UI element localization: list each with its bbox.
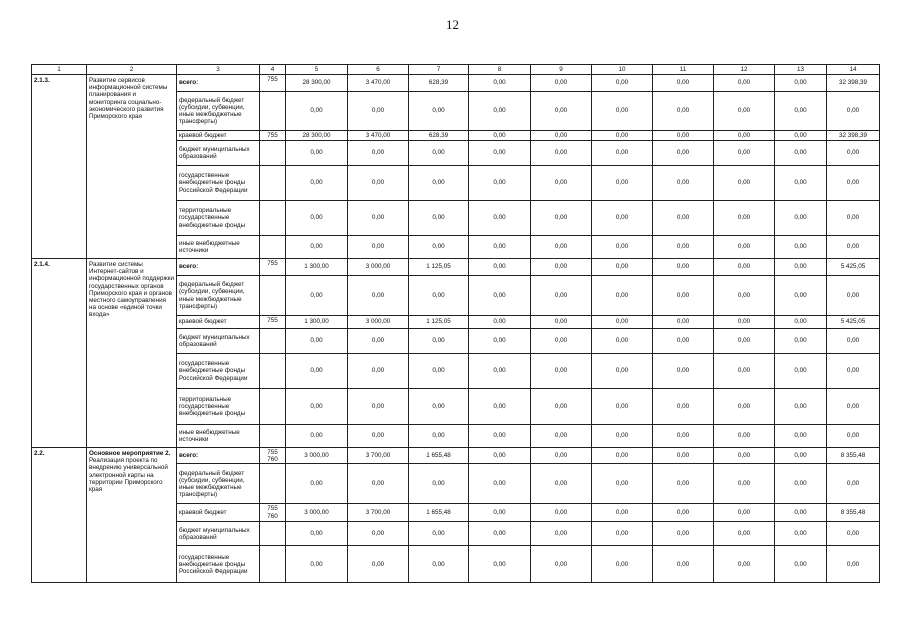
amount-cell: 0,00 bbox=[592, 141, 653, 166]
amount-cell: 0,00 bbox=[714, 141, 775, 166]
amount-cell: 0,00 bbox=[827, 141, 880, 166]
amount-cell: 0,00 bbox=[531, 389, 592, 425]
amount-cell: 0,00 bbox=[592, 425, 653, 448]
amount-cell: 0,00 bbox=[714, 92, 775, 131]
page-number: 12 bbox=[446, 17, 459, 32]
amount-cell: 0,00 bbox=[286, 201, 348, 236]
budget-code bbox=[260, 464, 286, 504]
amount-cell: 0,00 bbox=[531, 276, 592, 316]
amount-cell: 0,00 bbox=[409, 425, 469, 448]
amount-cell: 0,00 bbox=[286, 92, 348, 131]
amount-cell: 0,00 bbox=[531, 504, 592, 522]
amount-cell: 0,00 bbox=[348, 276, 409, 316]
amount-cell: 0,00 bbox=[653, 504, 714, 522]
amount-cell: 0,00 bbox=[409, 546, 469, 583]
amount-cell: 0,00 bbox=[827, 354, 880, 389]
amount-cell: 0,00 bbox=[469, 75, 531, 92]
amount-cell: 0,00 bbox=[469, 389, 531, 425]
amount-cell: 0,00 bbox=[469, 522, 531, 546]
amount-cell: 0,00 bbox=[348, 389, 409, 425]
amount-cell: 0,00 bbox=[653, 92, 714, 131]
amount-cell: 0,00 bbox=[286, 354, 348, 389]
amount-cell: 0,00 bbox=[409, 354, 469, 389]
amount-cell: 0,00 bbox=[653, 354, 714, 389]
amount-cell: 0,00 bbox=[775, 276, 827, 316]
amount-cell: 0,00 bbox=[653, 201, 714, 236]
amount-cell: 0,00 bbox=[409, 141, 469, 166]
amount-cell: 0,00 bbox=[775, 329, 827, 354]
amount-cell: 0,00 bbox=[775, 389, 827, 425]
amount-cell: 0,00 bbox=[348, 141, 409, 166]
column-header: 1 bbox=[32, 65, 87, 75]
amount-cell: 0,00 bbox=[653, 141, 714, 166]
amount-cell: 0,00 bbox=[592, 354, 653, 389]
amount-cell: 0,00 bbox=[592, 316, 653, 329]
amount-cell: 0,00 bbox=[775, 464, 827, 504]
amount-cell: 0,00 bbox=[409, 522, 469, 546]
amount-cell: 0,00 bbox=[531, 425, 592, 448]
amount-cell: 0,00 bbox=[653, 329, 714, 354]
budget-code bbox=[260, 276, 286, 316]
amount-cell: 0,00 bbox=[348, 236, 409, 259]
budget-code: 755 bbox=[260, 316, 286, 329]
funding-source: территориальные государственные внебюджетные фонды bbox=[177, 389, 260, 425]
amount-cell: 0,00 bbox=[775, 131, 827, 141]
amount-cell: 0,00 bbox=[775, 92, 827, 131]
amount-cell: 0,00 bbox=[286, 236, 348, 259]
amount-cell: 8 355,48 bbox=[827, 448, 880, 464]
budget-code bbox=[260, 354, 286, 389]
budget-code: 755 760 bbox=[260, 448, 286, 464]
budget-code: 755 bbox=[260, 75, 286, 92]
amount-cell: 0,00 bbox=[469, 316, 531, 329]
budget-code: 755 bbox=[260, 259, 286, 276]
column-header: 2 bbox=[87, 65, 177, 75]
amount-cell: 0,00 bbox=[592, 389, 653, 425]
amount-cell: 0,00 bbox=[286, 546, 348, 583]
amount-cell: 0,00 bbox=[348, 546, 409, 583]
amount-cell: 3 700,00 bbox=[348, 504, 409, 522]
amount-cell: 0,00 bbox=[348, 92, 409, 131]
amount-cell: 0,00 bbox=[592, 522, 653, 546]
amount-cell: 3 470,00 bbox=[348, 75, 409, 92]
amount-cell: 8 355,48 bbox=[827, 504, 880, 522]
amount-cell: 0,00 bbox=[592, 131, 653, 141]
amount-cell: 0,00 bbox=[348, 329, 409, 354]
funding-source: краевой бюджет bbox=[177, 131, 260, 141]
column-header: 8 bbox=[469, 65, 531, 75]
column-header: 4 bbox=[260, 65, 286, 75]
amount-cell: 0,00 bbox=[531, 92, 592, 131]
amount-cell: 0,00 bbox=[348, 464, 409, 504]
amount-cell: 0,00 bbox=[653, 546, 714, 583]
amount-cell: 0,00 bbox=[286, 276, 348, 316]
amount-cell: 0,00 bbox=[348, 522, 409, 546]
amount-cell: 0,00 bbox=[653, 131, 714, 141]
column-header: 5 bbox=[286, 65, 348, 75]
amount-cell: 0,00 bbox=[531, 236, 592, 259]
amount-cell: 0,00 bbox=[714, 166, 775, 201]
amount-cell: 0,00 bbox=[469, 546, 531, 583]
funding-source: иные внебюджетные источники bbox=[177, 425, 260, 448]
amount-cell: 5 425,05 bbox=[827, 316, 880, 329]
amount-cell: 0,00 bbox=[469, 236, 531, 259]
amount-cell: 0,00 bbox=[653, 389, 714, 425]
amount-cell: 0,00 bbox=[714, 236, 775, 259]
amount-cell: 0,00 bbox=[592, 201, 653, 236]
amount-cell: 28 300,00 bbox=[286, 75, 348, 92]
amount-cell: 0,00 bbox=[348, 425, 409, 448]
funding-source: государственные внебюджетные фонды Российской Федерации bbox=[177, 354, 260, 389]
amount-cell: 0,00 bbox=[348, 166, 409, 201]
amount-cell: 0,00 bbox=[286, 329, 348, 354]
amount-cell: 0,00 bbox=[531, 448, 592, 464]
amount-cell: 0,00 bbox=[775, 141, 827, 166]
amount-cell: 0,00 bbox=[286, 389, 348, 425]
amount-cell: 0,00 bbox=[592, 504, 653, 522]
amount-cell: 32 398,39 bbox=[827, 75, 880, 92]
funding-source: федеральный бюджет (субсидии, субвенции, иные межбюджетные трансферты) bbox=[177, 276, 260, 316]
amount-cell: 0,00 bbox=[469, 448, 531, 464]
column-header: 6 bbox=[348, 65, 409, 75]
column-header: 9 bbox=[531, 65, 592, 75]
funding-source: федеральный бюджет (субсидии, субвенции, иные межбюджетные трансферты) bbox=[177, 92, 260, 131]
budget-code: 755 760 bbox=[260, 504, 286, 522]
amount-cell: 0,00 bbox=[531, 354, 592, 389]
amount-cell: 0,00 bbox=[409, 276, 469, 316]
amount-cell: 0,00 bbox=[592, 75, 653, 92]
amount-cell: 0,00 bbox=[469, 201, 531, 236]
amount-cell: 0,00 bbox=[714, 276, 775, 316]
amount-cell: 0,00 bbox=[714, 329, 775, 354]
amount-cell: 0,00 bbox=[469, 464, 531, 504]
amount-cell: 0,00 bbox=[469, 276, 531, 316]
amount-cell: 0,00 bbox=[653, 166, 714, 201]
amount-cell: 28 300,00 bbox=[286, 131, 348, 141]
amount-cell: 0,00 bbox=[827, 464, 880, 504]
item-name-prefix: Основное мероприятие 2. bbox=[89, 450, 171, 457]
amount-cell: 0,00 bbox=[775, 522, 827, 546]
amount-cell: 0,00 bbox=[469, 131, 531, 141]
amount-cell: 0,00 bbox=[469, 92, 531, 131]
amount-cell: 0,00 bbox=[592, 546, 653, 583]
budget-table bbox=[31, 64, 880, 583]
funding-source: государственные внебюджетные фонды Российской Федерации bbox=[177, 166, 260, 201]
funding-source: федеральный бюджет (субсидии, субвенции, иные межбюджетные трансферты) bbox=[177, 464, 260, 504]
amount-cell: 0,00 bbox=[775, 166, 827, 201]
funding-source: государственные внебюджетные фонды Российской Федерации bbox=[177, 546, 260, 583]
amount-cell: 0,00 bbox=[348, 354, 409, 389]
amount-cell: 1 655,48 bbox=[409, 448, 469, 464]
amount-cell: 0,00 bbox=[775, 75, 827, 92]
amount-cell: 0,00 bbox=[714, 75, 775, 92]
amount-cell: 0,00 bbox=[286, 166, 348, 201]
amount-cell: 0,00 bbox=[653, 236, 714, 259]
funding-source: бюджет муниципальных образований bbox=[177, 522, 260, 546]
amount-cell: 0,00 bbox=[469, 166, 531, 201]
amount-cell: 0,00 bbox=[827, 92, 880, 131]
amount-cell: 0,00 bbox=[827, 329, 880, 354]
amount-cell: 3 470,00 bbox=[348, 131, 409, 141]
amount-cell: 0,00 bbox=[592, 448, 653, 464]
amount-cell: 0,00 bbox=[775, 504, 827, 522]
amount-cell: 0,00 bbox=[714, 259, 775, 276]
funding-source: иные внебюджетные источники bbox=[177, 236, 260, 259]
table-row bbox=[32, 448, 880, 464]
item-name: Развитие системы Интернет-сайтов и информационной поддержки государственных органов Приморского края и органов местного самоуправления на основе «единой точки входа» bbox=[87, 259, 177, 448]
budget-code bbox=[260, 92, 286, 131]
amount-cell: 0,00 bbox=[592, 259, 653, 276]
amount-cell: 0,00 bbox=[714, 504, 775, 522]
amount-cell: 0,00 bbox=[827, 276, 880, 316]
amount-cell: 0,00 bbox=[827, 166, 880, 201]
funding-source: бюджет муниципальных образований bbox=[177, 329, 260, 354]
amount-cell: 0,00 bbox=[775, 354, 827, 389]
amount-cell: 0,00 bbox=[286, 141, 348, 166]
table-row bbox=[32, 259, 880, 276]
budget-code bbox=[260, 329, 286, 354]
funding-source: всего: bbox=[177, 75, 260, 92]
amount-cell: 0,00 bbox=[469, 329, 531, 354]
amount-cell: 0,00 bbox=[775, 546, 827, 583]
column-header: 11 bbox=[653, 65, 714, 75]
budget-code bbox=[260, 425, 286, 448]
amount-cell: 0,00 bbox=[714, 522, 775, 546]
amount-cell: 0,00 bbox=[531, 166, 592, 201]
amount-cell: 0,00 bbox=[286, 522, 348, 546]
budget-code bbox=[260, 201, 286, 236]
amount-cell: 0,00 bbox=[531, 141, 592, 166]
amount-cell: 0,00 bbox=[531, 546, 592, 583]
amount-cell: 0,00 bbox=[653, 75, 714, 92]
amount-cell: 3 700,00 bbox=[348, 448, 409, 464]
amount-cell: 0,00 bbox=[775, 201, 827, 236]
amount-cell: 0,00 bbox=[409, 389, 469, 425]
amount-cell: 0,00 bbox=[653, 276, 714, 316]
amount-cell: 1 655,48 bbox=[409, 504, 469, 522]
amount-cell: 0,00 bbox=[469, 259, 531, 276]
amount-cell: 0,00 bbox=[653, 464, 714, 504]
amount-cell: 0,00 bbox=[714, 448, 775, 464]
budget-code bbox=[260, 166, 286, 201]
amount-cell: 0,00 bbox=[653, 448, 714, 464]
amount-cell: 0,00 bbox=[653, 259, 714, 276]
amount-cell: 0,00 bbox=[775, 316, 827, 329]
amount-cell: 0,00 bbox=[409, 236, 469, 259]
column-header: 12 bbox=[714, 65, 775, 75]
amount-cell: 1 300,00 bbox=[286, 259, 348, 276]
amount-cell: 1 125,05 bbox=[409, 259, 469, 276]
amount-cell: 5 425,05 bbox=[827, 259, 880, 276]
amount-cell: 0,00 bbox=[714, 425, 775, 448]
amount-cell: 0,00 bbox=[531, 329, 592, 354]
column-header: 13 bbox=[775, 65, 827, 75]
amount-cell: 0,00 bbox=[653, 316, 714, 329]
amount-cell: 0,00 bbox=[714, 354, 775, 389]
amount-cell: 0,00 bbox=[531, 75, 592, 92]
budget-code bbox=[260, 546, 286, 583]
budget-code bbox=[260, 141, 286, 166]
amount-cell: 0,00 bbox=[469, 354, 531, 389]
amount-cell: 3 000,00 bbox=[286, 448, 348, 464]
amount-cell: 0,00 bbox=[409, 166, 469, 201]
item-code: 2.2. bbox=[32, 448, 87, 583]
funding-source: территориальные государственные внебюджетные фонды bbox=[177, 201, 260, 236]
item-name bbox=[87, 448, 177, 583]
funding-source: краевой бюджет bbox=[177, 316, 260, 329]
column-header: 10 bbox=[592, 65, 653, 75]
amount-cell: 0,00 bbox=[469, 425, 531, 448]
amount-cell: 0,00 bbox=[775, 259, 827, 276]
amount-cell: 0,00 bbox=[714, 546, 775, 583]
amount-cell: 0,00 bbox=[714, 201, 775, 236]
amount-cell: 628,39 bbox=[409, 75, 469, 92]
amount-cell: 32 398,39 bbox=[827, 131, 880, 141]
budget-code bbox=[260, 389, 286, 425]
amount-cell: 0,00 bbox=[653, 522, 714, 546]
amount-cell: 3 000,00 bbox=[348, 316, 409, 329]
funding-source: бюджет муниципальных образований bbox=[177, 141, 260, 166]
amount-cell: 0,00 bbox=[469, 141, 531, 166]
column-header: 14 bbox=[827, 65, 880, 75]
funding-source: всего: bbox=[177, 259, 260, 276]
amount-cell: 0,00 bbox=[531, 131, 592, 141]
amount-cell: 3 000,00 bbox=[286, 504, 348, 522]
funding-source: краевой бюджет bbox=[177, 504, 260, 522]
amount-cell: 3 000,00 bbox=[348, 259, 409, 276]
amount-cell: 1 125,05 bbox=[409, 316, 469, 329]
amount-cell: 0,00 bbox=[592, 464, 653, 504]
amount-cell: 0,00 bbox=[348, 201, 409, 236]
amount-cell: 0,00 bbox=[409, 329, 469, 354]
amount-cell: 0,00 bbox=[592, 329, 653, 354]
item-name-rest: Реализация проекта по внедрению универсальной электронной карты на территории Приморского края bbox=[89, 457, 168, 494]
amount-cell: 0,00 bbox=[714, 316, 775, 329]
budget-code: 755 bbox=[260, 131, 286, 141]
amount-cell: 0,00 bbox=[827, 425, 880, 448]
amount-cell: 0,00 bbox=[775, 425, 827, 448]
header-row bbox=[32, 65, 880, 75]
column-header: 7 bbox=[409, 65, 469, 75]
funding-source: всего: bbox=[177, 448, 260, 464]
amount-cell: 0,00 bbox=[286, 425, 348, 448]
table-row bbox=[32, 75, 880, 92]
amount-cell: 0,00 bbox=[775, 236, 827, 259]
amount-cell: 0,00 bbox=[531, 464, 592, 504]
amount-cell: 0,00 bbox=[592, 92, 653, 131]
amount-cell: 0,00 bbox=[531, 316, 592, 329]
amount-cell: 0,00 bbox=[653, 425, 714, 448]
budget-code bbox=[260, 522, 286, 546]
amount-cell: 628,39 bbox=[409, 131, 469, 141]
amount-cell: 0,00 bbox=[714, 131, 775, 141]
amount-cell: 0,00 bbox=[531, 201, 592, 236]
amount-cell: 0,00 bbox=[409, 92, 469, 131]
amount-cell: 0,00 bbox=[592, 236, 653, 259]
amount-cell: 0,00 bbox=[714, 389, 775, 425]
amount-cell: 0,00 bbox=[827, 522, 880, 546]
item-code: 2.1.3. bbox=[32, 75, 87, 259]
amount-cell: 0,00 bbox=[714, 464, 775, 504]
amount-cell: 0,00 bbox=[827, 236, 880, 259]
amount-cell: 0,00 bbox=[827, 201, 880, 236]
budget-code bbox=[260, 236, 286, 259]
amount-cell: 0,00 bbox=[286, 464, 348, 504]
amount-cell: 1 300,00 bbox=[286, 316, 348, 329]
amount-cell: 0,00 bbox=[531, 259, 592, 276]
amount-cell: 0,00 bbox=[531, 522, 592, 546]
amount-cell: 0,00 bbox=[592, 276, 653, 316]
amount-cell: 0,00 bbox=[409, 201, 469, 236]
amount-cell: 0,00 bbox=[827, 546, 880, 583]
amount-cell: 0,00 bbox=[469, 504, 531, 522]
item-name: Развитие сервисов информационной системы планирования и мониторинга социально-экономического развития Приморского края bbox=[87, 75, 177, 259]
amount-cell: 0,00 bbox=[409, 464, 469, 504]
item-code: 2.1.4. bbox=[32, 259, 87, 448]
amount-cell: 0,00 bbox=[827, 389, 880, 425]
amount-cell: 0,00 bbox=[775, 448, 827, 464]
column-header: 3 bbox=[177, 65, 260, 75]
amount-cell: 0,00 bbox=[592, 166, 653, 201]
